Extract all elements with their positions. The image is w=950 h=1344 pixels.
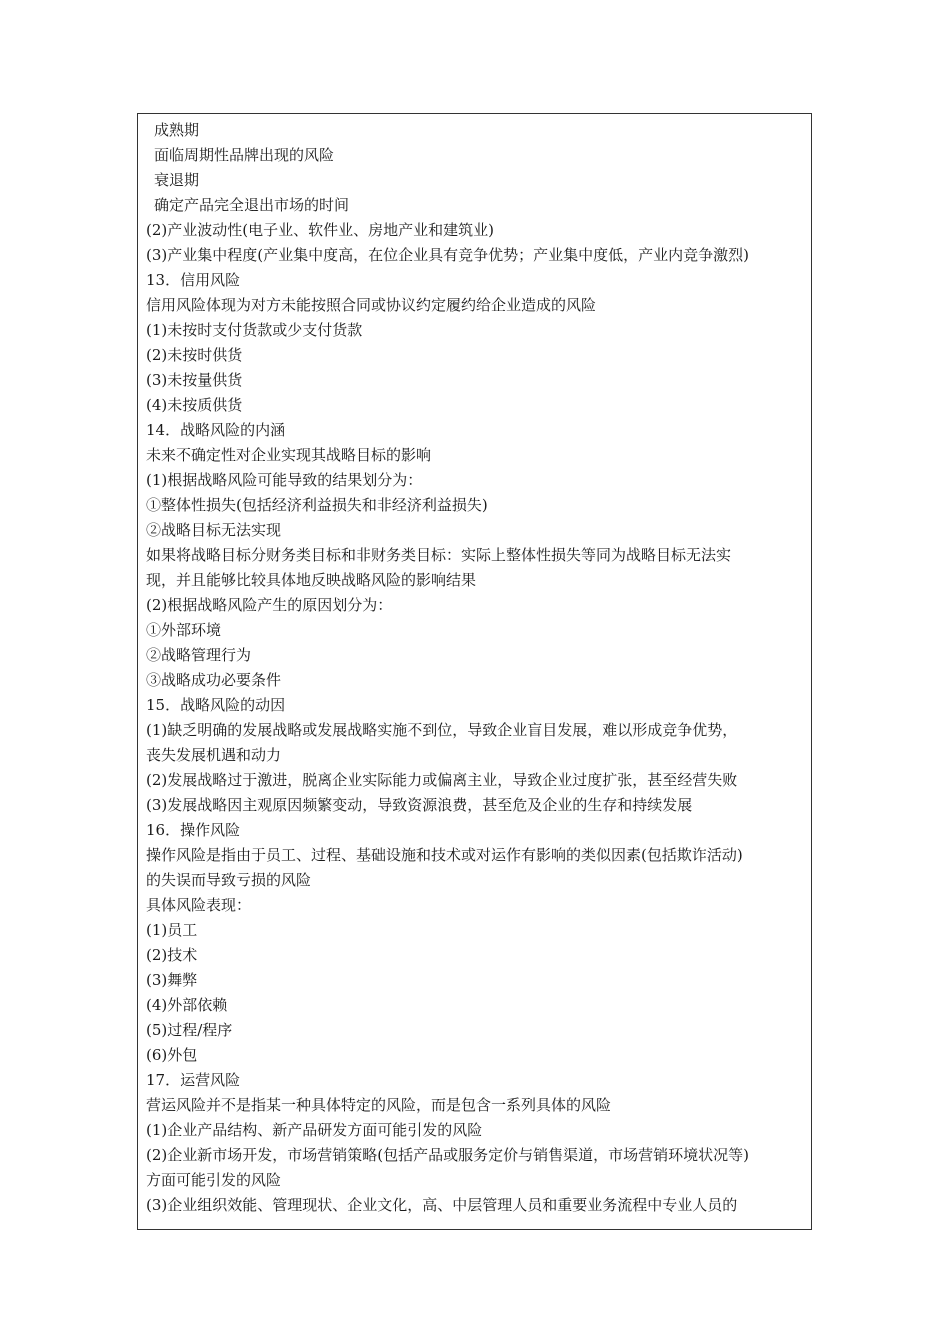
text-line: (1)员工 — [146, 921, 198, 939]
text-line: 16．操作风险 — [146, 821, 241, 839]
text-line: 营运风险并不是指某一种具体特定的风险，而是包含一系列具体的风险 — [146, 1096, 612, 1114]
text-line: 的失误而导致亏损的风险 — [146, 871, 312, 889]
text-line: ②战略目标无法实现 — [146, 521, 282, 539]
text-line: 17．运营风险 — [146, 1071, 241, 1089]
text-line: (6)外包 — [146, 1046, 198, 1064]
text-line: (1)缺乏明确的发展战略或发展战略实施不到位，导致企业盲目发展，难以形成竞争优势， — [146, 721, 738, 739]
text-line: 面临周期性品牌出现的风险 — [154, 146, 335, 164]
text-line: (3)未按量供货 — [146, 371, 243, 389]
text-line: 确定产品完全退出市场的时间 — [154, 196, 350, 214]
document-text-box — [137, 113, 812, 1230]
text-line: (3)发展战略因主观原因频繁变动，导致资源浪费，甚至危及企业的生存和持续发展 — [146, 796, 693, 814]
text-line: 操作风险是指由于员工、过程、基础设施和技术或对运作有影响的类似因素(包括欺诈活动) — [146, 846, 743, 864]
text-line: 未来不确定性对企业实现其战略目标的影响 — [146, 446, 432, 464]
text-line: (2)技术 — [146, 946, 198, 964]
text-line: (1)根据战略风险可能导致的结果划分为： — [146, 471, 423, 489]
text-line: 丧失发展机遇和动力 — [146, 746, 282, 764]
text-line: 如果将战略目标分财务类目标和非财务类目标：实际上整体性损失等同为战略目标无法实 — [146, 546, 732, 564]
text-line: 成熟期 — [154, 121, 200, 139]
text-line: ②战略管理行为 — [146, 646, 252, 664]
text-line: ③战略成功必要条件 — [146, 671, 282, 689]
text-line: (4)外部依赖 — [146, 996, 228, 1014]
text-line: (5)过程/程序 — [146, 1021, 233, 1039]
text-line: 信用风险体现为对方未能按照合同或协议约定履约给企业造成的风险 — [146, 296, 597, 314]
text-line: (4)未按质供货 — [146, 396, 243, 414]
text-line: 方面可能引发的风险 — [146, 1171, 282, 1189]
text-line: (1)未按时支付货款或少支付货款 — [146, 321, 363, 339]
text-line: 13．信用风险 — [146, 271, 241, 289]
text-line: ①外部环境 — [146, 621, 222, 639]
text-line: (2)产业波动性(电子业、软件业、房地产业和建筑业) — [146, 221, 494, 239]
text-line: (3)产业集中程度(产业集中度高，在位企业具有竞争优势；产业集中度低，产业内竞争激烈) — [146, 246, 749, 264]
text-line: (3)舞弊 — [146, 971, 198, 989]
text-line: 15．战略风险的动因 — [146, 696, 286, 714]
text-line: (1)企业产品结构、新产品研发方面可能引发的风险 — [146, 1121, 483, 1139]
text-line: (2)发展战略过于激进，脱离企业实际能力或偏离主业，导致企业过度扩张，甚至经营失败 — [146, 771, 738, 789]
text-line: 现，并且能够比较具体地反映战略风险的影响结果 — [146, 571, 477, 589]
text-line: 衰退期 — [154, 171, 200, 189]
text-line: 14．战略风险的内涵 — [146, 421, 286, 439]
text-line: (2)企业新市场开发，市场营销策略(包括产品或服务定价与销售渠道，市场营销环境状况等) — [146, 1146, 749, 1164]
text-line: (3)企业组织效能、管理现状、企业文化，高、中层管理人员和重要业务流程中专业人员的 — [146, 1196, 738, 1214]
text-line: ①整体性损失(包括经济利益损失和非经济利益损失) — [146, 496, 488, 514]
text-line: 具体风险表现： — [146, 896, 252, 914]
text-line: (2)未按时供货 — [146, 346, 243, 364]
text-line: (2)根据战略风险产生的原因划分为： — [146, 596, 393, 614]
